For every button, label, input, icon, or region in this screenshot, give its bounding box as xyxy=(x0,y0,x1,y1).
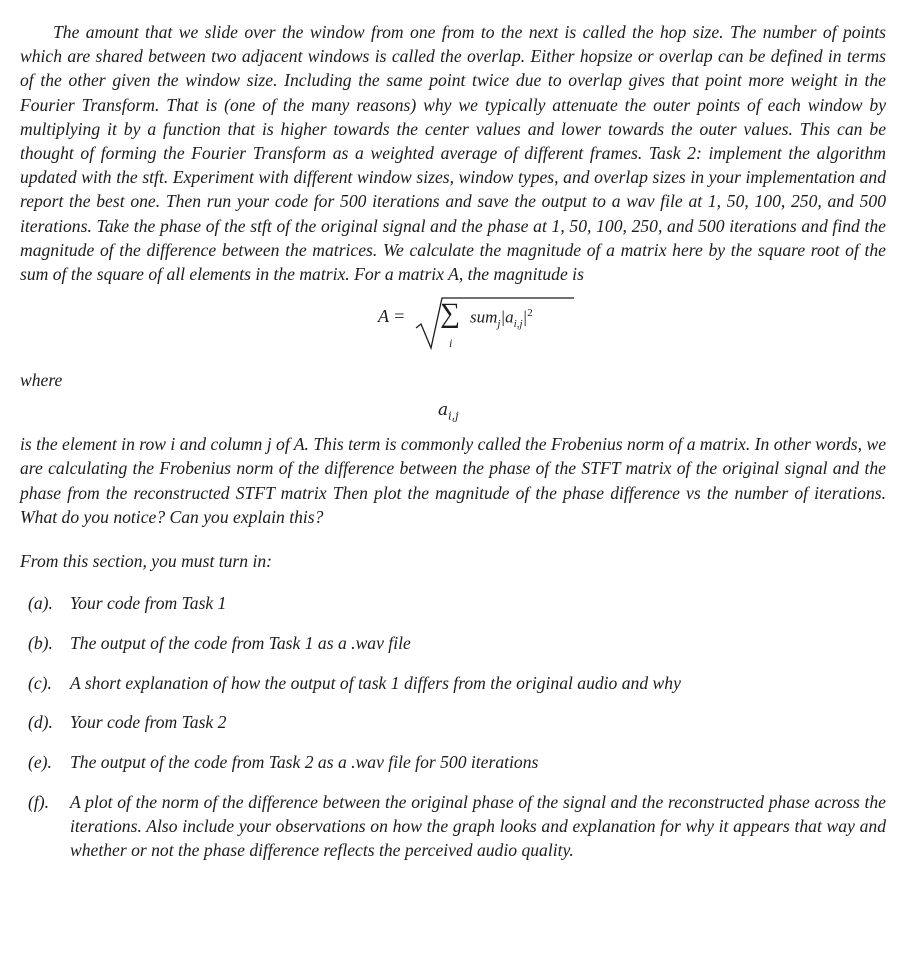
summation-subscript: i xyxy=(449,336,453,351)
exponent: 2 xyxy=(527,307,533,320)
abs-close: | xyxy=(522,307,528,327)
turn-in-list xyxy=(20,591,886,863)
list-item xyxy=(20,591,886,615)
list-item-text: The output of the code from Task 2 as a .wav file for 500 iterations xyxy=(70,752,539,773)
aij-subscript: i,j xyxy=(448,409,459,423)
equation-lhs: A = xyxy=(378,306,406,327)
sum-subscript: j xyxy=(497,318,501,331)
list-item-text: Your code from Task 1 xyxy=(70,593,227,614)
frobenius-equation xyxy=(20,286,886,370)
list-item xyxy=(20,671,886,695)
list-item-label: (c). xyxy=(28,672,52,693)
equation-body xyxy=(470,307,533,330)
aij-base: a xyxy=(438,400,449,421)
list-item-label: (b). xyxy=(28,632,53,653)
abs-subscript: i,j xyxy=(513,318,523,331)
paragraph-hop-size: The amount that we slide over the window from one from to the next is called the hop size. The number of points which are shared between two adjacent windows is called the overlap. Either hopsize or overlap can be defined in terms of the other given the window size. Including the same point twice due to overlap gives that point more weight in the Fourier Transform. That is (one of the many reasons) why we typically attenuate the outer points of each window by multiplying it by a function that is higher towards the center values and lower towards the outer values. This can be thought of forming the Fourier Transform as a weighted average of different frames. Task 2: implement the algorithm updated with the stft. Experiment with different window sizes, window types, and overlap sizes in your implementation and report the best one. Then run your code for 500 iterations and save the output to a wav file at 1, 50, 100, 250, and 500 iterations. Take the phase of the stft of the original signal and the phase at 1, 50, 100, 250, and 500 iterations and find the magnitude of the difference between the matrices. We calculate the magnitude of a matrix here by the square root of the sum of the square of all elements in the matrix. For a matrix A, the magnitude is xyxy=(20,22,886,285)
list-item xyxy=(20,710,886,734)
list-item xyxy=(20,790,886,863)
list-item-text: Your code from Task 2 xyxy=(70,712,227,733)
list-item xyxy=(20,750,886,774)
list-item-label: (a). xyxy=(28,593,53,614)
list-item-label: (d). xyxy=(28,712,53,733)
list-item xyxy=(20,631,886,655)
list-item-text: A short explanation of how the output of task 1 differs from the original audio and why xyxy=(70,672,681,693)
summation-sigma: ∑ xyxy=(440,298,460,330)
where-label: where xyxy=(20,370,63,391)
list-item-text: The output of the code from Task 1 as a .wav file xyxy=(70,632,411,653)
aij-display xyxy=(20,402,886,432)
list-item-text: A plot of the norm of the difference between the original phase of the signal and the reconstructed phase across the iterations. Also include your observations on how the graph looks and explanation for why it appears that way and whether or not the phase difference reflects the perceived audio quality. xyxy=(70,792,886,861)
abs-term: |a xyxy=(500,307,514,327)
list-item-label: (f). xyxy=(28,792,50,813)
paragraph-frobenius: is the element in row i and column j of A. This term is commonly called the Frobenius norm of a matrix. In other words, we are calculating the Frobenius norm of the difference between the phase of the STFT matrix of the original signal and the phase from the reconstructed STFT matrix Then plot the magnitude of the phase difference vs the number of iterations. What do you notice? Can you explain this? xyxy=(20,434,886,527)
list-item-label: (e). xyxy=(28,752,52,773)
turn-in-heading: From this section, you must turn in: xyxy=(20,551,272,572)
document-page xyxy=(20,20,886,878)
sum-word: sum xyxy=(470,307,498,327)
